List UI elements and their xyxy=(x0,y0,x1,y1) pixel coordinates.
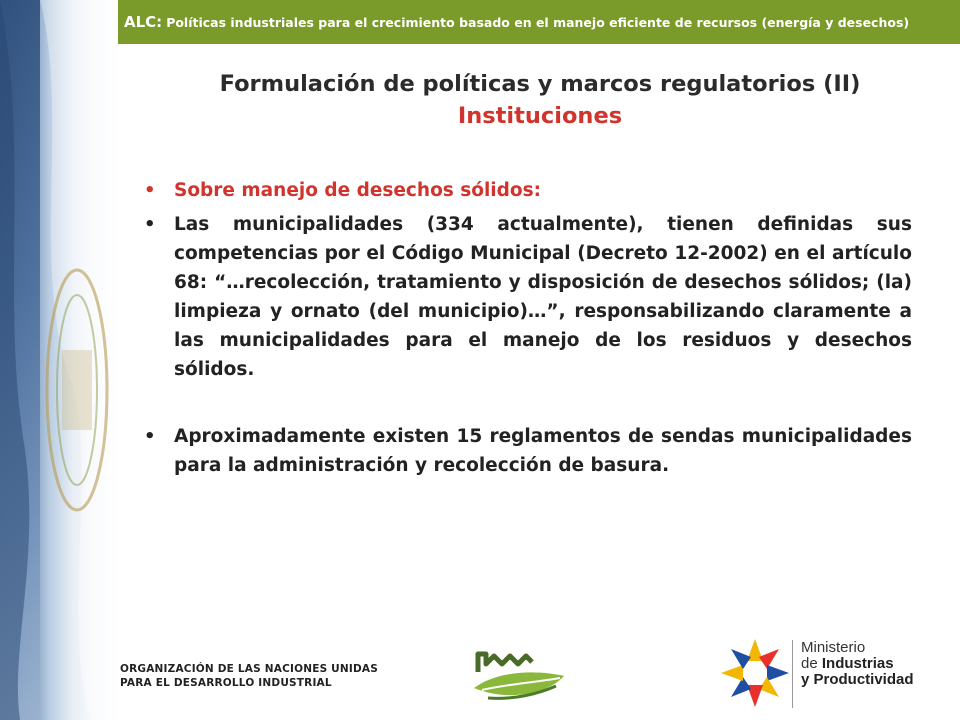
coat-of-arms-emblem xyxy=(22,230,112,550)
bullet-dot-icon: • xyxy=(144,214,156,235)
bullet-dot-icon: • xyxy=(144,180,156,201)
bullet-list xyxy=(140,176,912,480)
title-line-2: Instituciones xyxy=(457,103,623,129)
ministry-line-3: y Productividad xyxy=(801,671,914,688)
ministry-line-1: Ministerio xyxy=(801,639,866,656)
leaf-factory-logo xyxy=(468,642,568,706)
bullet-text: Aproximadamente existen 15 reglamentos de sendas municipalidades para la administración y recolección de basura. xyxy=(174,426,912,476)
ministry-logo-text xyxy=(792,640,914,708)
bullet-dot-icon: • xyxy=(144,426,156,447)
bullet-item xyxy=(140,422,912,480)
bullet-text: Sobre manejo de desechos sólidos: xyxy=(174,180,542,201)
bullet-text: Las municipalidades (334 actualmente), tienen definidas sus competencias por el Código Municipal (Decreto 12-2002) en el artículo 68: “…recolección, tratamiento y disposición de desechos sólidos; (la) limpieza y ornato (del municipio)…”, responsabilizando claramente a las municipalidades para el manejo de los residuos y desechos sólidos. xyxy=(174,214,912,380)
ministry-line-2 xyxy=(801,656,914,672)
unido-logo-text xyxy=(120,662,380,690)
title-line-1: Formulación de políticas y marcos regulatorios (II) xyxy=(219,71,861,97)
bullet-item xyxy=(140,176,912,205)
slide-title xyxy=(140,68,940,132)
ministry-line-2-prefix: de xyxy=(801,655,822,672)
header-bar xyxy=(118,0,960,44)
unido-line-1: ORGANIZACIÓN DE LAS NACIONES UNIDAS xyxy=(120,663,379,675)
bullet-item xyxy=(140,210,912,384)
bullet-content xyxy=(140,176,912,485)
ministry-line-2-bold: Industrias xyxy=(821,655,894,672)
header-text: Políticas industriales para el crecimiento basado en el manejo eficiente de recursos (energía y desechos) xyxy=(166,14,910,30)
header-lead: ALC: xyxy=(124,13,163,31)
ecuador-sun-logo xyxy=(718,636,792,710)
unido-line-2: PARA EL DESARROLLO INDUSTRIAL xyxy=(120,677,332,689)
